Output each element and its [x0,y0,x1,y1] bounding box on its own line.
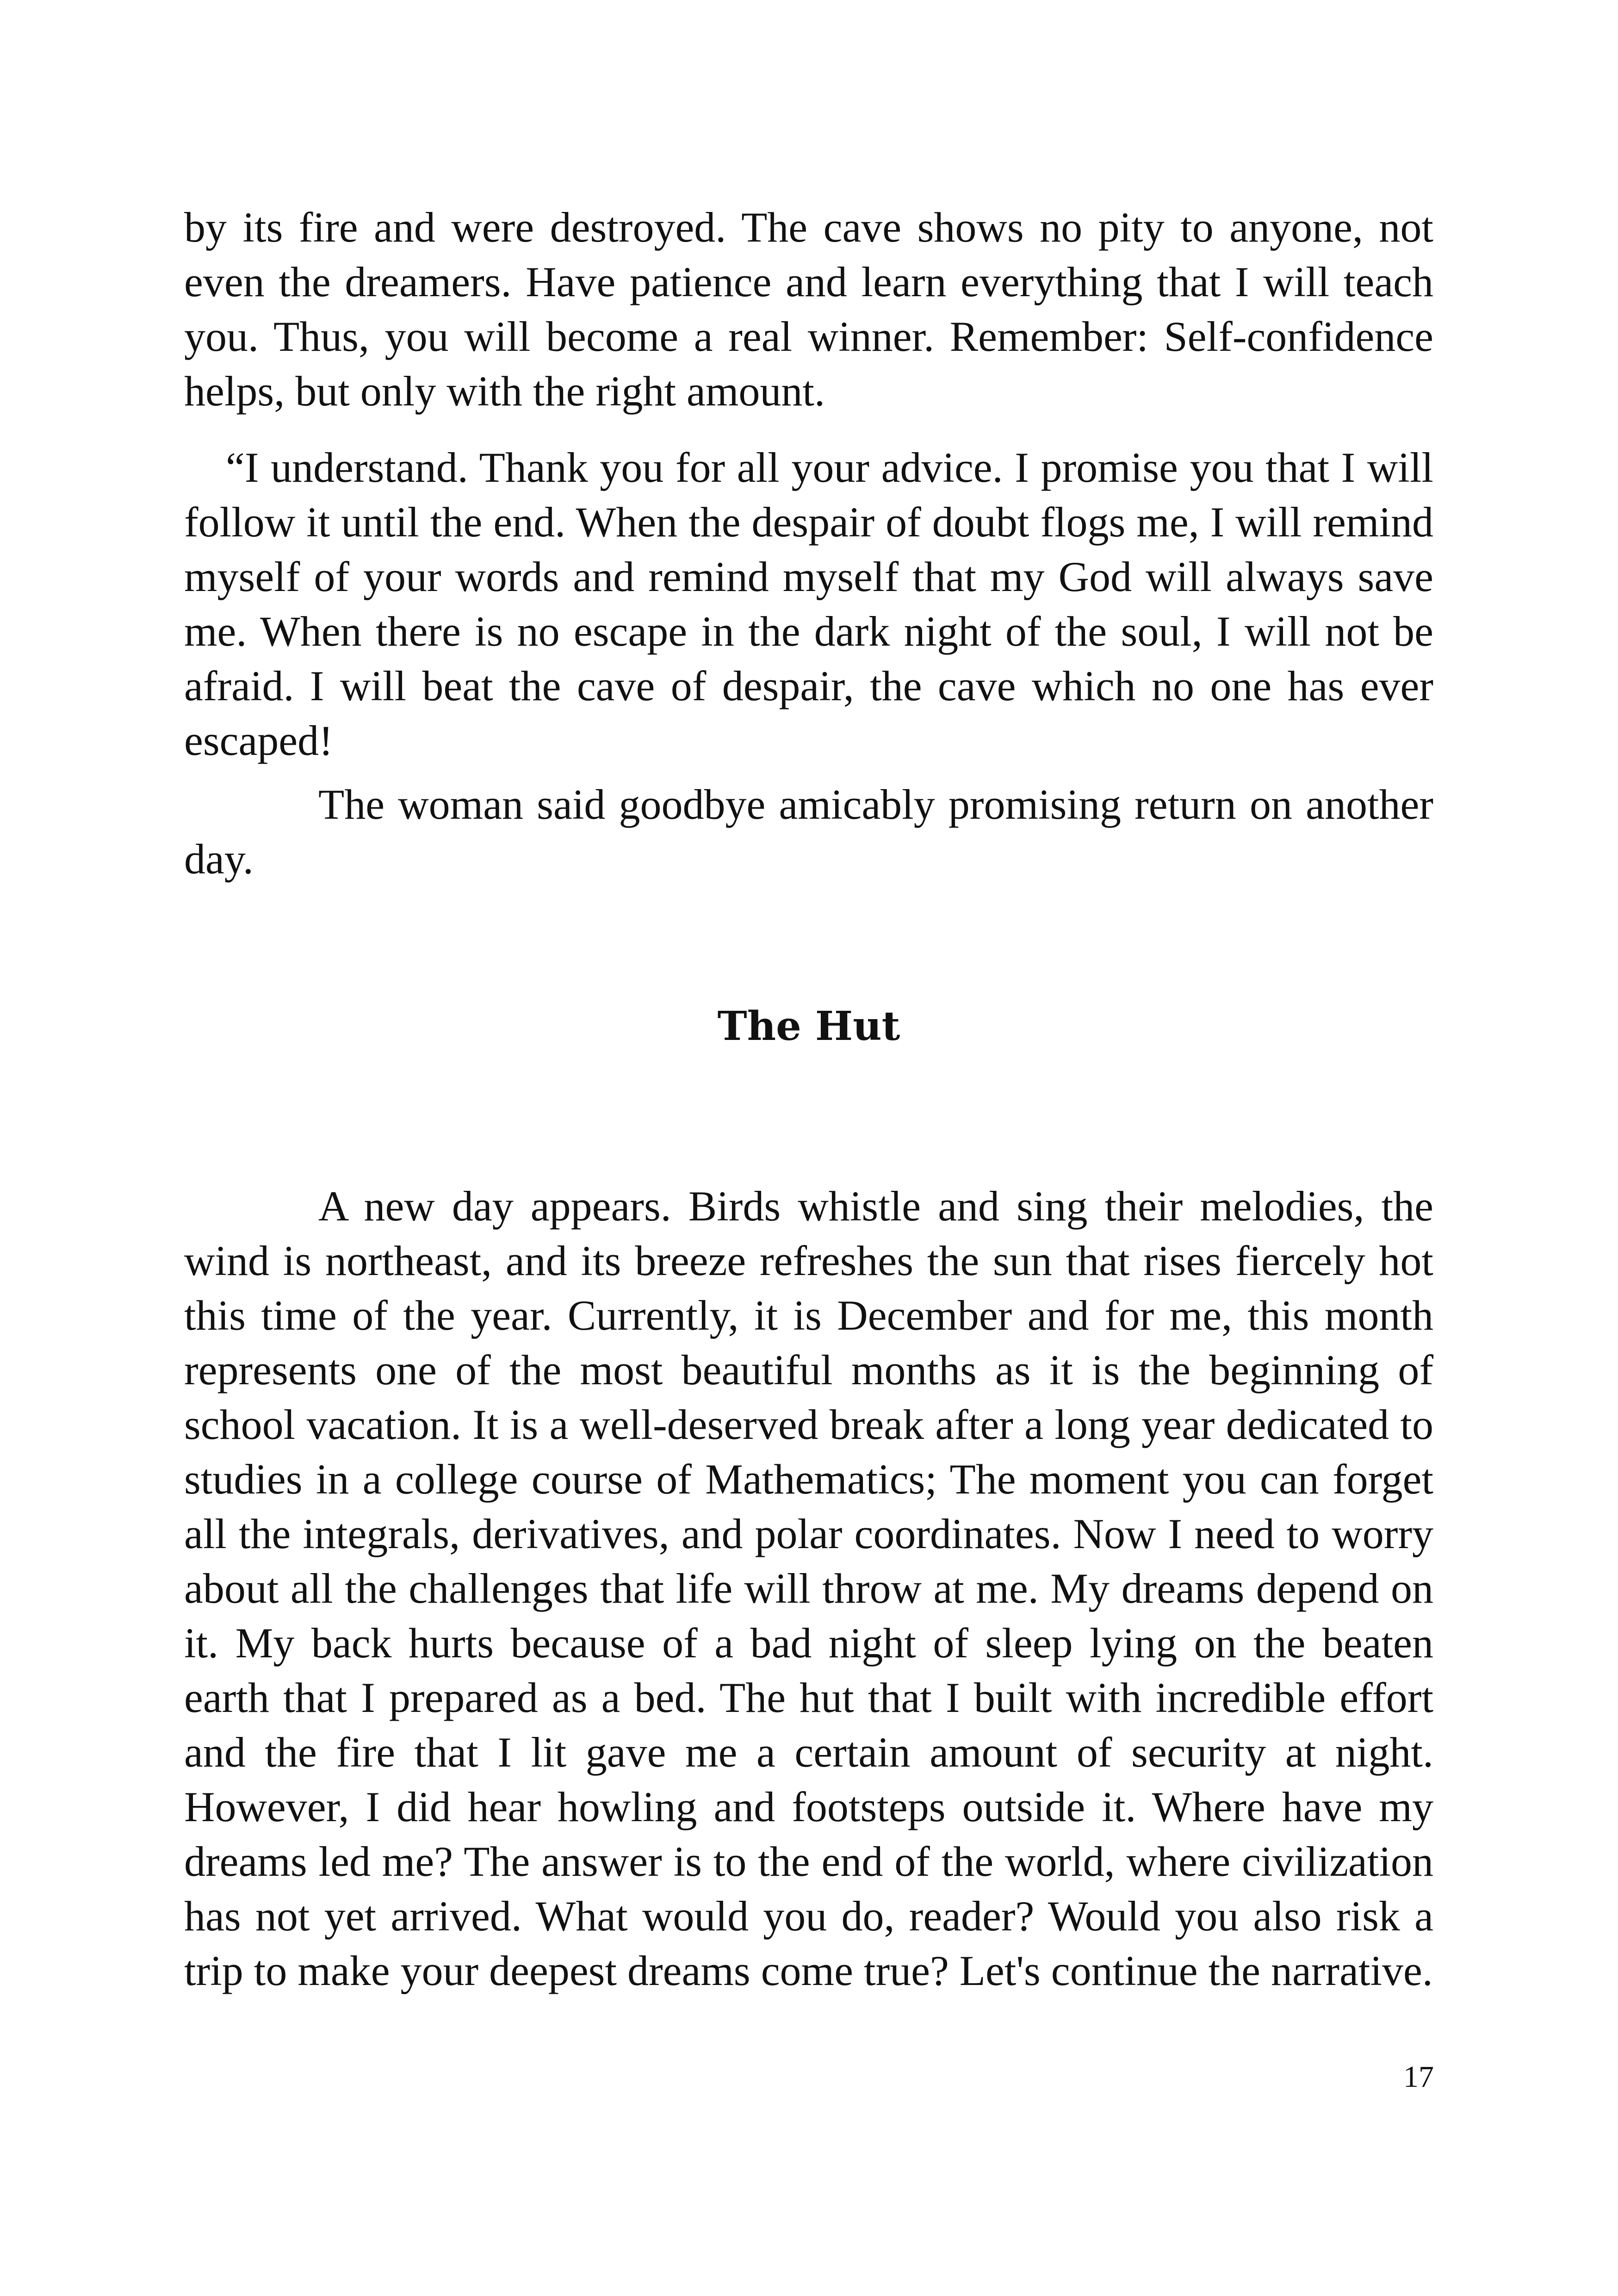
paragraph-text: A new day appears. Birds whistle and sing their melodies, the wind is northeast, and its breeze refreshes the sun that rises fiercely hot this time of the year. Currently, it is December and for me, this month represents one of the most beautiful months as it is the beginning of school vacation. It is a well-deserved break after a long year dedicated to studies in a college course of Mathematics; The moment you can forget all the integrals, derivatives, and polar coordinates. Now I need to worry about all the challenges that life will throw at me. My dreams depend on it. My back hurts because of a bad night of sleep lying on the beaten earth that I prepared as a bed. The hut that I built with incredible effort and the fire that I lit gave me a certain amount of security at night. However, I did hear howling and footsteps outside it. Where have my dreams led me? The answer is to the end of the world, where civilization has not yet arrived. What would you do, reader? Would you also risk a trip to make your deepest dreams come true? Let's continue the narrative. [184,1182,1433,1994]
paragraph-text: “I understand. Thank you for all your advice. I promise you that I will follow it until the end. When the despair of doubt flogs me, I will remind myself of your words and remind myself that my God will always save me. When there is no escape in the dark night of the soul, I will not be afraid. I will beat the cave of despair, the cave which no one has ever escaped! [184,444,1433,764]
page-number: 17 [1403,2060,1434,2094]
chapter-paragraph [184,1179,1433,1998]
chapter-title: The Hut [717,1003,900,1050]
body-paragraph [184,200,1433,418]
dialogue-paragraph [184,440,1433,768]
body-paragraph [184,777,1433,886]
paragraph-text: by its fire and were destroyed. The cave shows no pity to anyone, not even the dreamers. Have patience and learn everything that I will teach you. Thus, you will become a real winner. Remember: Self-confidence helps, but only with the right amount. [184,204,1433,415]
paragraph-text: The woman said goodbye amicably promising return on another day. [184,781,1433,883]
